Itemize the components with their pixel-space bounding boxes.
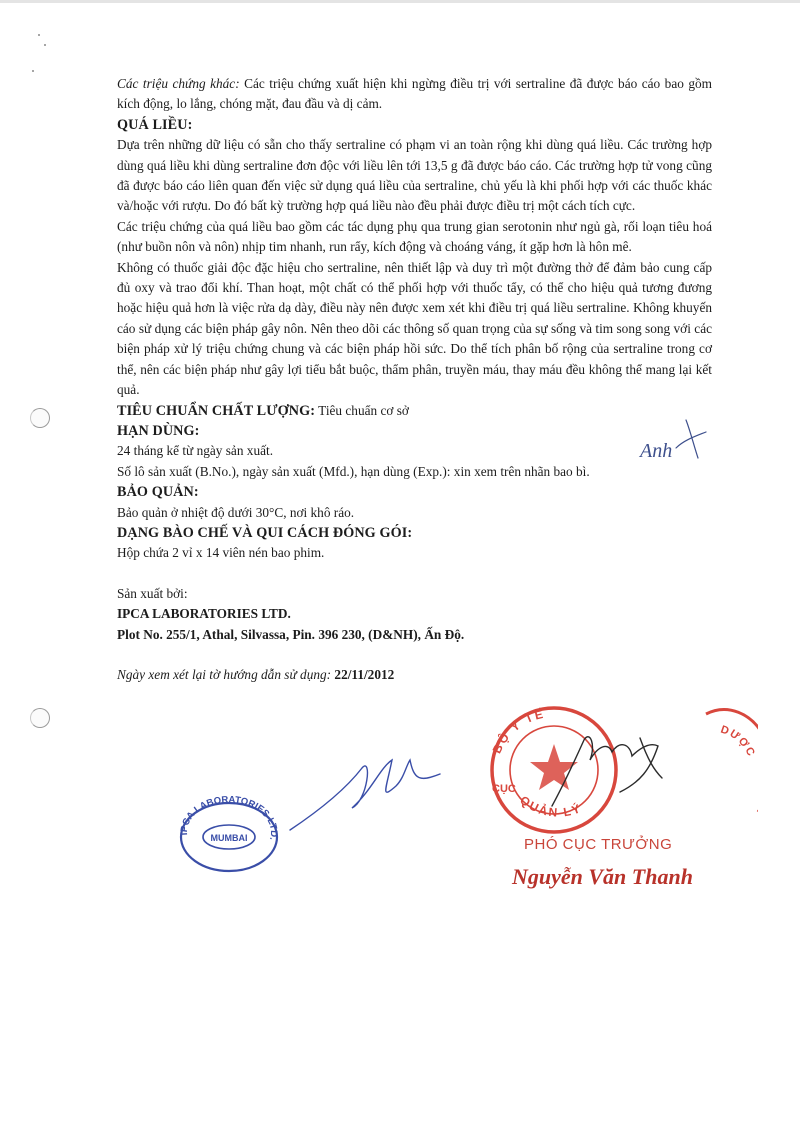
- manufacturer-address: Plot No. 255/1, Athal, Silvassa, Pin. 396 230, (D&NH), Ấn Độ.: [117, 626, 465, 642]
- quality-heading: TIÊU CHUẨN CHẤT LƯỢNG:: [117, 402, 316, 419]
- manufacturer-label: Sản xuất bởi:: [117, 585, 188, 601]
- scan-speck: [38, 34, 40, 36]
- document-body: [117, 74, 712, 685]
- spacer: [117, 564, 712, 584]
- seal-bottom-text: QUẢN LÝ: [517, 792, 584, 820]
- seal-left-text: CỤC: [492, 783, 516, 795]
- overdose-paragraph-3: Không có thuốc giải độc đặc hiệu cho sertraline, nên thiết lập và duy trì một đường thở để đảm bảo cung cấp đủ oxy và trao đổi khí. Than hoạt, một chất có thể phối hợp với thuốc tẩy, có thể cho hiệu quả tương đương hoặc hiệu quả hơn là việc rửa dạ dày, điều này nên được xem xét khi điều trị quá liều sertraline. Không khuyến cáo sử dụng các biện pháp gây nôn. Nên theo dõi các thông số quan trọng của sự sống và tim song song với các biện pháp xử lý triệu chứng chung và các biện pháp hồi sức. Do thể tích phân bố rộng của sertraline trong cơ thể, nên các biện pháp như gây lợi tiểu bắt buộc, thẩm phân, truyền máu, thay máu đều không thể mang lại kết quả.: [117, 259, 712, 398]
- seal-right-text: DƯỢC: [719, 723, 758, 760]
- expiry-line-2: Số lô sản xuất (B.No.), ngày sản xuất (Mfd.), hạn dùng (Exp.): xin xem trên nhãn bao bì.: [117, 463, 590, 479]
- other-symptoms-label: Các triệu chứng khác:: [117, 76, 240, 91]
- handwritten-initials: Anh: [640, 440, 673, 462]
- official-name: Nguyễn Văn Thanh: [512, 864, 693, 889]
- review-date: 22/11/2012: [334, 666, 395, 682]
- official-title: PHÓ CỤC TRƯỞNG: [524, 836, 673, 853]
- spacer: [117, 645, 712, 665]
- signature-scribble-blue: [290, 760, 440, 830]
- seal-star-icon: [530, 744, 578, 790]
- packaging-text: Hộp chứa 2 vỉ x 14 viên nén bao phim.: [117, 545, 325, 561]
- overdose-paragraph-2: Các triệu chứng của quá liều bao gồm các tác dụng phụ qua trung gian serotonin như ngủ gà, rối loạn tiêu hoá (như buồn nôn và nôn) nhịp tim nhanh, run rẩy, kích động và choáng váng, ít gặp hơn là hôn mê.: [117, 218, 712, 255]
- company-stamp: [174, 795, 284, 880]
- expiry-line-1: 24 tháng kể từ ngày sản xuất.: [117, 443, 274, 459]
- expiry-heading: HẠN DÙNG:: [117, 422, 200, 439]
- stamp-ring-text: IPCA LABORATORIES LTD.: [178, 795, 280, 842]
- review-line: [117, 665, 712, 685]
- official-seal: [478, 692, 758, 847]
- overdose-heading: QUÁ LIỀU:: [117, 116, 193, 133]
- page-top-edge: [0, 0, 800, 3]
- punch-hole-lower: [30, 708, 50, 728]
- seal-partial-ring: [706, 710, 758, 812]
- overdose-paragraph-1: Dựa trên những dữ liệu có sẵn cho thấy sertraline có phạm vi an toàn rộng khi dùng quá liều. Các trường hợp dùng quá liều khi dùng sertraline đơn độc với liều lên tới 13,5 g đã được báo cáo. Các trường hợp tử vong cũng đã được báo cáo liên quan đến việc sử dụng quá liều của sertraline, chủ yếu là khi phối hợp với các thuốc khác và/hoặc với rượu. Do đó bất kỳ trường hợp quá liều nào đều phải được điều trị một cách tích cực.: [117, 137, 712, 214]
- punch-hole-upper: [30, 408, 50, 428]
- packaging-heading: DẠNG BÀO CHẾ VÀ QUI CÁCH ĐÓNG GÓI:: [117, 524, 413, 541]
- quality-line: [117, 401, 712, 421]
- stamp-center-text: MUMBAI: [210, 833, 248, 843]
- quality-text: Tiêu chuẩn cơ sở: [315, 402, 409, 418]
- scan-speck: [44, 44, 46, 46]
- official-seal-graphic: [478, 692, 758, 842]
- other-symptoms-text: Các triệu chứng xuất hiện khi ngừng điều trị với sertraline đã được báo cáo bao gồm kích động, lo lắng, chóng mặt, đau đầu và dị cảm.: [117, 76, 713, 112]
- other-symptoms-paragraph: [117, 74, 712, 115]
- seal-top-text: BỘ Y TẾ: [489, 706, 547, 756]
- review-label: Ngày xem xét lại tờ hướng dẫn sử dụng:: [117, 666, 332, 682]
- manufacturer-name: IPCA LABORATORIES LTD.: [117, 606, 291, 622]
- company-stamp-graphic: [174, 795, 284, 875]
- scan-speck: [32, 70, 34, 72]
- storage-heading: BẢO QUẢN:: [117, 484, 199, 501]
- storage-text: Bảo quản ở nhiệt độ dưới 30°C, nơi khô ráo.: [117, 504, 355, 520]
